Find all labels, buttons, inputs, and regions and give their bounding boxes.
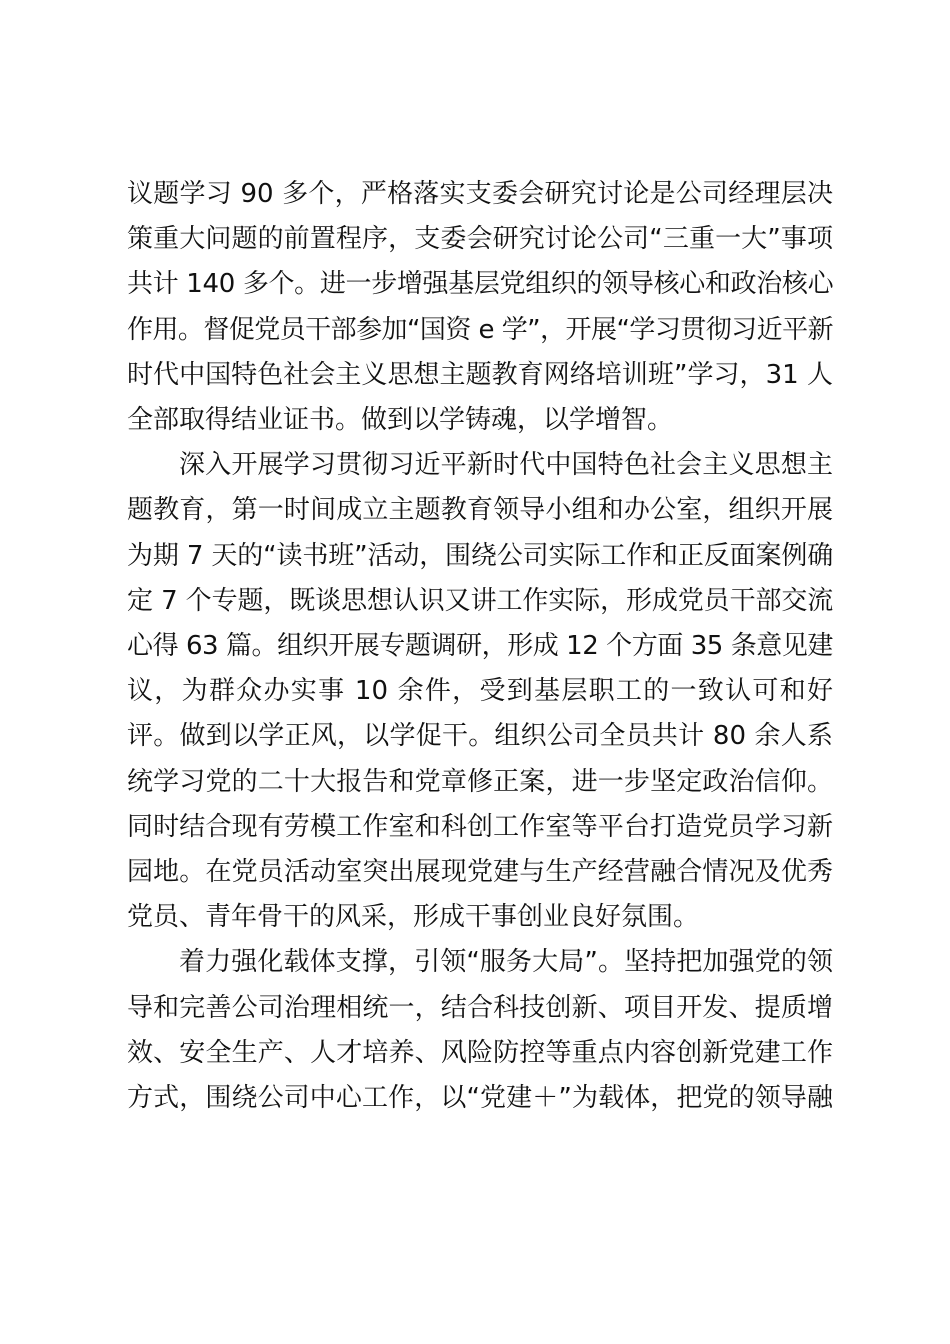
- body-text: [127, 172, 833, 1121]
- text-line: 着力强化载体支撑，引领“服务大局”。坚持把加强党的领: [179, 947, 833, 978]
- text-line: 党员、青年骨干的风采，形成干事创业良好氛围。: [127, 902, 700, 933]
- text-line: 共计 140 多个。进一步增强基层党组织的领导核心和政治核心: [127, 269, 834, 300]
- text-line: 评。做到以学正风，以学促干。组织公司全员共计 80 余人系: [127, 721, 833, 752]
- text-line: 为期 7 天的“读书班”活动，围绕公司实际工作和正反面案例确: [127, 540, 834, 571]
- text-line: 定 7 个专题，既谈思想认识又讲工作实际，形成党员干部交流: [127, 585, 834, 616]
- text-line: 议，为群众办实事 10 余件，受到基层职工的一致认可和好: [127, 676, 833, 707]
- text-line: 议题学习 90 多个，严格落实支委会研究讨论是公司经理层决: [127, 179, 833, 209]
- text-line: 题教育，第一时间成立主题教育领导小组和办公室，组织开展: [127, 495, 833, 526]
- paragraph-1: [127, 172, 833, 443]
- text-line: 效、安全生产、人才培养、风险防控等重点内容创新党建工作: [127, 1037, 833, 1068]
- text-line: 导和完善公司治理相统一，结合科技创新、项目开发、提质增: [127, 992, 833, 1023]
- text-line: 统学习党的二十大报告和党章修正案，进一步坚定政治信仰。: [127, 766, 833, 797]
- text-line: 时代中国特色社会主义思想主题教育网络培训班”学习，31 人: [127, 359, 833, 390]
- text-line: 作用。督促党员干部参加“国资 e 学”，开展“学习贯彻习近平新: [127, 314, 833, 345]
- text-line: 策重大问题的前置程序，支委会研究讨论公司“三重一大”事项: [127, 224, 833, 255]
- text-line: 全部取得结业证书。做到以学铸魂，以学增智。: [127, 405, 674, 436]
- text-line: 方式，围绕公司中心工作，以“党建＋”为载体，把党的领导融: [127, 1083, 833, 1114]
- text-line: 心得 63 篇。组织开展专题调研，形成 12 个方面 35 条意见建: [127, 631, 833, 662]
- text-line: 深入开展学习贯彻习近平新时代中国特色社会主义思想主: [179, 450, 833, 481]
- text-line: 同时结合现有劳模工作室和科创工作室等平台打造党员学习新: [127, 811, 833, 842]
- paragraph-3: [127, 940, 833, 1121]
- paragraph-2: [127, 443, 833, 940]
- text-line: 园地。在党员活动室突出展现党建与生产经营融合情况及优秀: [127, 857, 833, 888]
